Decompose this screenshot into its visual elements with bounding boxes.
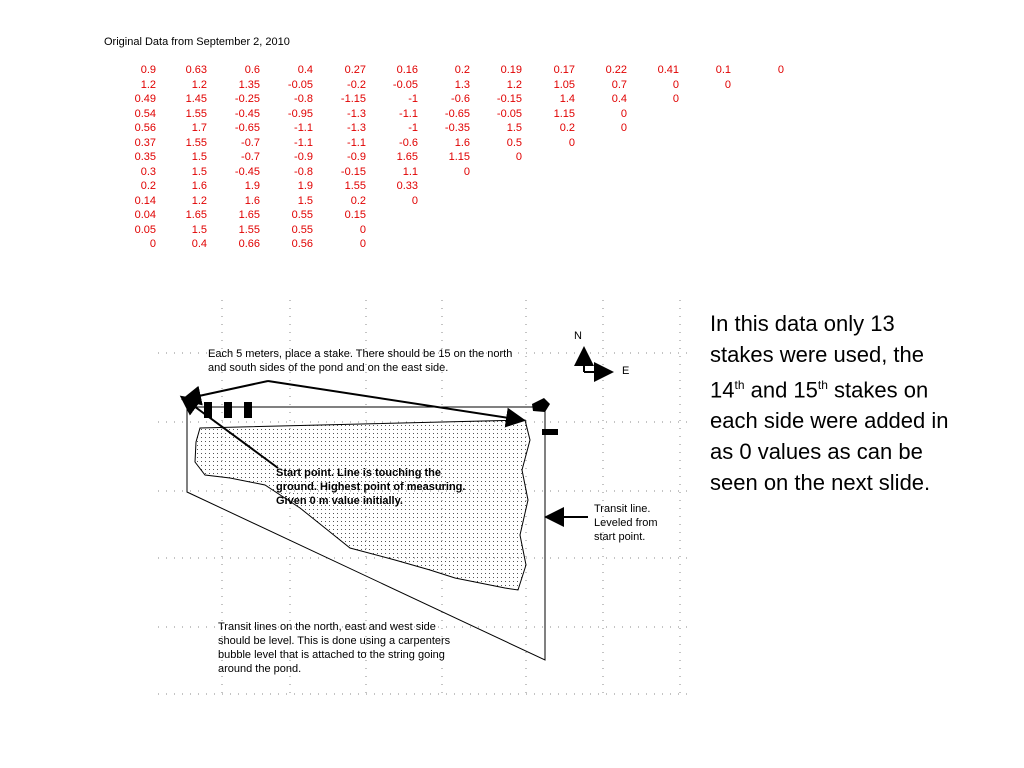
table-cell: 0.35 bbox=[134, 151, 156, 163]
table-cell: 0.5 bbox=[506, 136, 522, 149]
side-note-sup2: th bbox=[817, 378, 828, 392]
table-cell: 1.5 bbox=[297, 194, 313, 207]
table-cell: 1.65 bbox=[185, 209, 207, 221]
table-cell: 0 bbox=[149, 238, 156, 250]
table-cell: 0.14 bbox=[134, 194, 156, 207]
table-cell: 0 bbox=[724, 78, 731, 91]
table-cell: 1.6 bbox=[454, 136, 470, 149]
table-cell: 0.15 bbox=[344, 209, 366, 221]
table-cell: -1.1 bbox=[294, 136, 313, 149]
table-cell: 1.45 bbox=[185, 93, 207, 105]
table-cell: 0.2 bbox=[140, 180, 156, 192]
table-cell: -0.9 bbox=[347, 151, 366, 163]
table-cell: 1.4 bbox=[559, 93, 575, 105]
table-cell: 1.5 bbox=[191, 165, 207, 178]
table-cell: 0.3 bbox=[140, 165, 156, 178]
table-cell: 1.2 bbox=[191, 194, 207, 207]
side-note-part1: In this data only 13 stakes were used, the 14 bbox=[710, 311, 925, 403]
table-cell: -0.65 bbox=[444, 107, 470, 120]
table-cell: 1.55 bbox=[238, 223, 260, 236]
side-note bbox=[710, 308, 950, 498]
table-cell: 0.2 bbox=[350, 194, 366, 207]
table-cell: 0.27 bbox=[344, 64, 366, 76]
table-cell: 1.55 bbox=[185, 136, 207, 149]
table-cell: 1.5 bbox=[191, 151, 207, 163]
stake-3 bbox=[244, 402, 252, 418]
table-cell: 0.2 bbox=[559, 122, 575, 134]
table-cell: 1.15 bbox=[448, 151, 470, 163]
table-cell: 1.9 bbox=[244, 180, 260, 192]
table-cell: 0.4 bbox=[297, 64, 313, 76]
table-cell: 0.37 bbox=[134, 136, 156, 149]
table-cell: 1.65 bbox=[238, 209, 260, 221]
table-cell: 1.15 bbox=[553, 107, 575, 120]
table-cell: 0.04 bbox=[134, 209, 156, 221]
table-cell: -0.35 bbox=[444, 122, 470, 134]
table-cell: 1.7 bbox=[191, 122, 207, 134]
compass-e-label: E bbox=[622, 365, 630, 377]
table-cell: 0.66 bbox=[238, 238, 260, 250]
table-cell: 0 bbox=[411, 194, 418, 207]
table-cell: -1.3 bbox=[347, 107, 366, 120]
transit-line-note: Transit line. Leveled from start point. bbox=[594, 503, 658, 543]
table-cell: -0.7 bbox=[241, 151, 260, 163]
table-cell: 0.54 bbox=[134, 107, 156, 120]
table-cell: -0.7 bbox=[241, 136, 260, 149]
table-cell: -0.15 bbox=[496, 93, 522, 105]
side-note-sup1: th bbox=[734, 378, 745, 392]
corner-stake bbox=[532, 398, 550, 412]
table-cell: -1.1 bbox=[294, 122, 313, 134]
table-cell: -1.1 bbox=[399, 107, 418, 120]
table-cell: 0.56 bbox=[134, 122, 156, 134]
table-cell: -0.9 bbox=[294, 151, 313, 163]
table-cell: 0 bbox=[568, 136, 575, 149]
table-cell: -1.15 bbox=[340, 93, 366, 105]
side-note-part3: stakes on each side were added in as 0 values as can be seen on the next slide. bbox=[710, 377, 949, 496]
table-cell: 0.49 bbox=[134, 93, 156, 105]
table-cell: -1 bbox=[408, 93, 418, 105]
table-cell: 1.6 bbox=[191, 180, 207, 192]
table-cell: 1.05 bbox=[553, 78, 575, 91]
table-cell: 0 bbox=[620, 122, 627, 134]
table-cell: 0.55 bbox=[291, 223, 313, 236]
table-cell: 0.05 bbox=[134, 223, 156, 236]
stake-2 bbox=[224, 402, 232, 418]
start-point-note: Start point. Line is touching the ground. Highest point of measuring. Given 0 m value initially. bbox=[276, 467, 466, 507]
table-cell: -0.6 bbox=[399, 136, 418, 149]
table-cell: -0.15 bbox=[340, 165, 366, 178]
arrow-stake-east bbox=[268, 381, 522, 420]
level-note: Transit lines on the north, east and west side should be level. This is done using a carpenters bubble level that is attached to the string going around the pond. bbox=[218, 621, 451, 675]
table-cell: 1.5 bbox=[506, 122, 522, 134]
table-cell: 0.16 bbox=[396, 64, 418, 76]
table-cell: 1.2 bbox=[191, 78, 207, 91]
page-title: Original Data from September 2, 2010 bbox=[104, 36, 290, 48]
table-cell: -0.8 bbox=[294, 93, 313, 105]
east-stake bbox=[542, 429, 558, 435]
table-cell: 1.2 bbox=[140, 78, 156, 91]
table-cell: 0.2 bbox=[454, 64, 470, 76]
table-cell: -0.6 bbox=[451, 93, 470, 105]
table-cell: -0.65 bbox=[234, 122, 260, 134]
table-cell: 1.1 bbox=[402, 165, 418, 178]
table-cell: 0.41 bbox=[657, 64, 679, 76]
table-cell: 0 bbox=[515, 151, 522, 163]
table-cell: 0 bbox=[777, 64, 784, 76]
table-cell: 0.4 bbox=[191, 238, 207, 250]
table-cell: 0.9 bbox=[140, 64, 156, 76]
table-cell: -0.25 bbox=[234, 93, 260, 105]
table-cell: -0.2 bbox=[347, 78, 366, 91]
table-cell: 0 bbox=[620, 107, 627, 120]
table-cell: 1.5 bbox=[191, 223, 207, 236]
table-cell: 0.22 bbox=[605, 64, 627, 76]
table-cell: 1.3 bbox=[454, 78, 470, 91]
table-cell: 0.7 bbox=[611, 78, 627, 91]
table-cell: 0.33 bbox=[396, 180, 418, 192]
table-cell: 0.17 bbox=[553, 64, 575, 76]
table-cell: 0.1 bbox=[715, 64, 731, 76]
table-cell: -1.1 bbox=[347, 136, 366, 149]
table-cell: 1.65 bbox=[396, 151, 418, 163]
table-cell: 1.35 bbox=[238, 78, 260, 91]
table-cell: -1 bbox=[408, 122, 418, 134]
table-cell: 1.2 bbox=[506, 78, 522, 91]
table-cell: 0.56 bbox=[291, 238, 313, 250]
table-cell: -0.05 bbox=[496, 107, 522, 120]
table-cell: -0.95 bbox=[287, 107, 313, 120]
table-cell: 1.6 bbox=[244, 194, 260, 207]
table-cell: 0.19 bbox=[500, 64, 522, 76]
table-cell: 1.55 bbox=[344, 180, 366, 192]
table-cell: 0 bbox=[672, 93, 679, 105]
table-cell: -0.05 bbox=[392, 78, 418, 91]
table-cell: 1.55 bbox=[185, 107, 207, 120]
table-cell: 0.55 bbox=[291, 209, 313, 221]
table-cell: 0.6 bbox=[244, 64, 260, 76]
stake-note: Each 5 meters, place a stake. There should be 15 on the north and south sides of the pond and on the east side. bbox=[208, 348, 513, 374]
table-cell: -1.3 bbox=[347, 122, 366, 134]
arrow-stake-west bbox=[185, 381, 268, 399]
table-cell: 0 bbox=[359, 238, 366, 250]
table-cell: -0.8 bbox=[294, 165, 313, 178]
table-cell: 1.9 bbox=[297, 180, 313, 192]
side-note-part2: and 15 bbox=[744, 377, 818, 403]
compass-n-label: N bbox=[574, 330, 582, 342]
table-cell: 0 bbox=[672, 78, 679, 91]
table-cell: -0.45 bbox=[234, 165, 260, 178]
table-cell: 0.63 bbox=[185, 64, 207, 76]
table-cell: 0 bbox=[359, 223, 366, 236]
table-cell: -0.05 bbox=[287, 78, 313, 91]
table-cell: -0.45 bbox=[234, 107, 260, 120]
table-cell: 0.4 bbox=[611, 93, 627, 105]
table-cell: 0 bbox=[463, 165, 470, 178]
